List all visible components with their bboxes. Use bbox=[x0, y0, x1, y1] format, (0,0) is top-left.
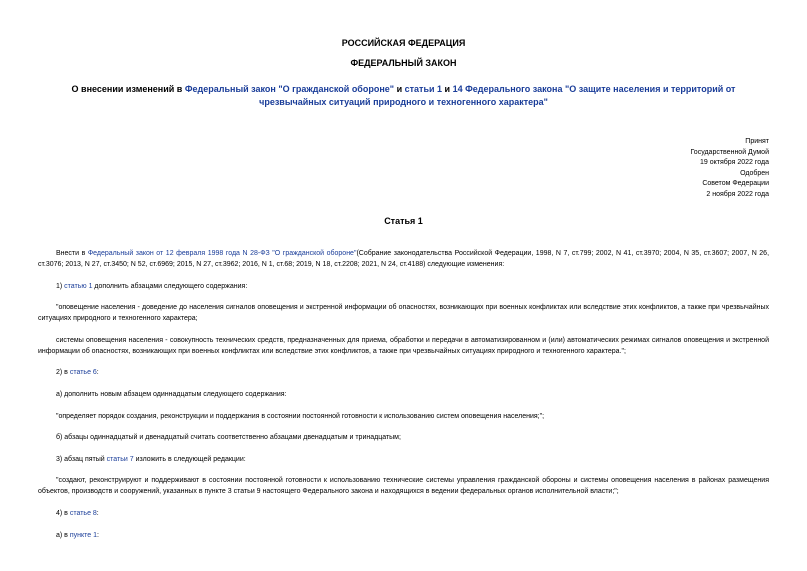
link-point-1[interactable]: пункте 1 bbox=[69, 531, 97, 539]
paragraph-text: 4) в bbox=[56, 509, 70, 517]
title-link-article-1[interactable]: статьи 1 bbox=[404, 84, 443, 94]
header-federation: РОССИЙСКАЯ ФЕДЕРАЦИЯ bbox=[341, 38, 466, 48]
link-article-6[interactable]: статье 6 bbox=[69, 369, 97, 377]
paragraph-text: : bbox=[97, 531, 99, 539]
paragraph bbox=[38, 530, 769, 541]
paragraph-text: 2) в bbox=[56, 369, 70, 377]
paragraph-text: Внести в bbox=[56, 250, 88, 257]
adoption-line: Государственной Думой bbox=[690, 148, 769, 156]
title-text: и bbox=[394, 84, 405, 94]
title-text: и bbox=[442, 84, 453, 94]
paragraph: "оповещение населения - доведение до населения сигналов оповещения и экстренной информации об опасностях, возникающих при военных конфликтах или вследствие этих конфликтов, а также при чрезвычайных ситуациях природного и техногенного характера; bbox=[38, 304, 769, 323]
paragraph-text: дополнить абзацами следующего содержания: bbox=[92, 282, 248, 290]
paragraph: системы оповещения населения - совокупность технических средств, предназначенных для приема, обработки и передачи в автоматизированном и (или) автоматических режимах сигналов оповещения и экстренной информации об опасностях, возникающих при военных конфликтах или вследствие этих конфликтов, а также при чрезвычайных ситуациях природного и техногенного характера."; bbox=[38, 336, 769, 355]
paragraph bbox=[38, 454, 769, 465]
paragraph: б) абзацы одиннадцатый и двенадцатый считать соответственно абзацами двенадцатым и тринадцатым; bbox=[56, 434, 401, 442]
title-link-protection-law[interactable]: 14 Федерального закона "О защите населения и территорий от чрезвычайных ситуаций природного и техногенного характера" bbox=[259, 84, 736, 107]
paragraph: "создают, реконструируют и поддерживают в состоянии постоянной готовности к использованию технические системы управления гражданской обороны и системы оповещения населения в районах размещения объектов, производств и сооружений, указанных в пункте 3 статьи 9 настоящего Федерального закона и находящихся в ведении федеральных органов исполнительной власти;"; bbox=[38, 477, 769, 496]
title-link-civil-defense-law[interactable]: Федеральный закон "О гражданской обороне" bbox=[184, 84, 395, 94]
paragraph bbox=[38, 508, 769, 519]
law-title bbox=[38, 83, 769, 109]
adoption-info bbox=[690, 137, 769, 201]
paragraph-text: а) в bbox=[56, 531, 70, 539]
adoption-line: Советом Федерации bbox=[702, 180, 769, 188]
link-law-28fz[interactable]: Федеральный закон от 12 февраля 1998 года N 28-ФЗ "О гражданской обороне" bbox=[87, 250, 357, 257]
adoption-line: Принят bbox=[745, 138, 769, 145]
paragraph-text: 1) bbox=[56, 282, 65, 290]
header-law-type: ФЕДЕРАЛЬНЫЙ ЗАКОН bbox=[350, 58, 457, 68]
paragraph bbox=[38, 248, 769, 270]
adoption-line: 2 ноября 2022 года bbox=[706, 190, 769, 198]
paragraph-text: : bbox=[96, 369, 99, 377]
paragraph: а) дополнить новым абзацем одиннадцатым следующего содержания: bbox=[56, 390, 287, 398]
title-text: О внесении изменений в bbox=[71, 84, 185, 94]
paragraph: "определяет порядок создания, реконструкции и поддержания в состоянии постоянной готовности к использованию систем оповещения населения;"; bbox=[56, 412, 545, 420]
adoption-line: 19 октября 2022 года bbox=[700, 159, 769, 167]
article-body bbox=[38, 248, 769, 551]
paragraph-text: 3) абзац пятый bbox=[56, 455, 107, 463]
article-heading: Статья 1 bbox=[384, 216, 423, 226]
paragraph-text: : bbox=[96, 509, 99, 517]
adoption-line: Одобрен bbox=[740, 169, 769, 177]
paragraph bbox=[38, 367, 769, 378]
link-article-7[interactable]: статьи 7 bbox=[106, 455, 134, 463]
paragraph-text: изложить в следующей редакции: bbox=[133, 455, 246, 463]
link-article-1[interactable]: статью 1 bbox=[64, 282, 93, 290]
paragraph-text: (Собрание законодательства Российской Федерации, 1998, N 7, ст.799; 2002, N 41, ст.3970; 2004, N 35, ст.3607; 2007, N 26, ст.3076; 2013, N 27, ст.3450; N 52, ст.6969; 2015, N 27, ст.3962; 2016, N 1, ст.68; 2019, N 18, ст.2208; 2021, N 24, ст.4188) следующие изменения: bbox=[38, 250, 770, 268]
paragraph bbox=[38, 281, 769, 292]
link-article-8[interactable]: статье 8 bbox=[69, 509, 97, 517]
